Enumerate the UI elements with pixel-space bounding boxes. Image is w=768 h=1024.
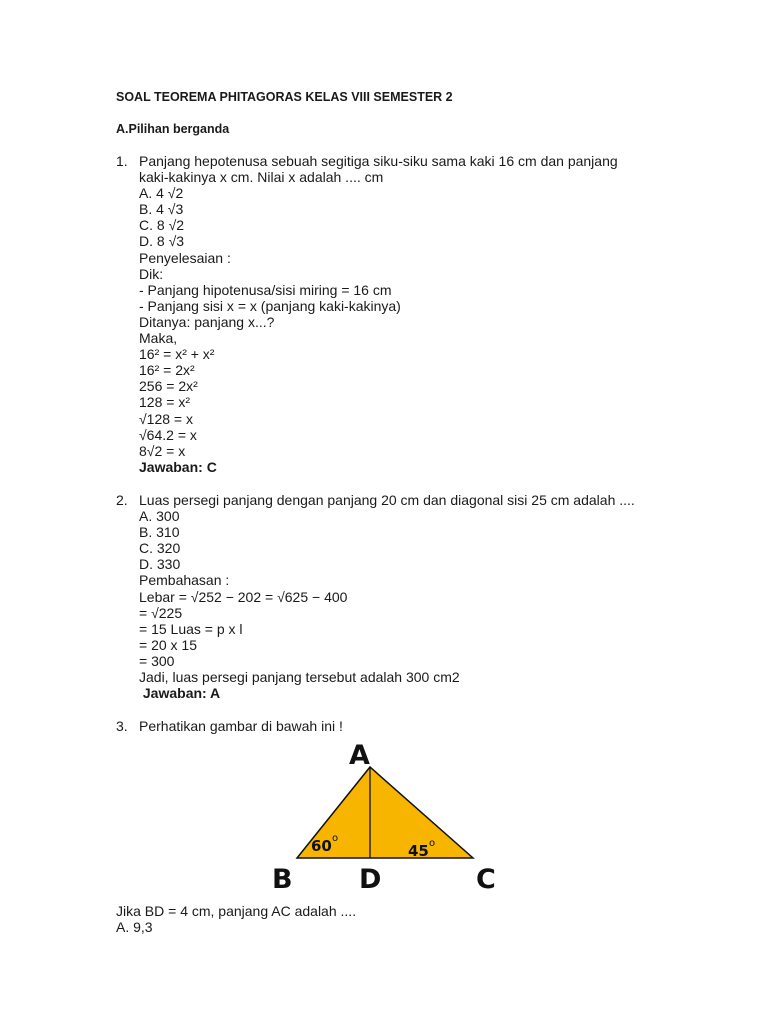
option-b: B. 4 √3 xyxy=(139,201,184,218)
option-d: D. 8 √3 xyxy=(139,233,185,250)
question-text-line: Luas persegi panjang dengan panjang 20 cm dan diagonal sisi 25 cm adalah .... xyxy=(139,492,635,508)
angle-b-label: 60 xyxy=(311,837,332,855)
question-text-line: Perhatikan gambar di bawah ini ! xyxy=(139,718,343,734)
question-number: 1. xyxy=(116,153,128,169)
solution-line: - Panjang hipotenusa/sisi miring = 16 cm xyxy=(139,281,392,298)
question-2 xyxy=(139,492,699,701)
solution-line: 16² = 2x² xyxy=(139,362,195,379)
question-3-continued xyxy=(116,903,356,935)
solution-line: √128 = x xyxy=(139,410,193,427)
solution-line: Lebar = √252 − 202 = √625 − 400 xyxy=(139,588,348,605)
solution-line: = 300 xyxy=(139,652,175,669)
triangle-figure xyxy=(268,740,508,892)
solution-line: Maka, xyxy=(139,330,178,347)
vertex-d-label: D xyxy=(359,864,382,892)
solution-line: Dik: xyxy=(139,265,164,282)
question-1 xyxy=(139,153,699,475)
option-b: B. 310 xyxy=(139,524,180,541)
vertex-b-label: B xyxy=(272,864,293,892)
option-a: A. 9,3 xyxy=(116,919,153,936)
solution-line: = √225 xyxy=(139,604,183,621)
option-c: C. 8 √2 xyxy=(139,217,185,234)
solution-line: Ditanya: panjang x...? xyxy=(139,313,275,330)
solution-line: 128 = x² xyxy=(139,394,190,411)
option-a: A. 4 √2 xyxy=(139,185,184,202)
answer-line: Jawaban: A xyxy=(139,685,221,702)
solution-line: Jadi, luas persegi panjang tersebut adalah 300 cm2 xyxy=(139,669,460,686)
solution-line: - Panjang sisi x = x (panjang kaki-kakinya) xyxy=(139,297,401,314)
question-number: 2. xyxy=(116,492,128,508)
question-3 xyxy=(139,718,699,734)
document-title: SOAL TEOREMA PHITAGORAS KELAS VIII SEMESTER 2 xyxy=(116,90,453,104)
option-c: C. 320 xyxy=(139,540,181,557)
vertex-a-label: A xyxy=(349,740,370,771)
solution-line: 8√2 = x xyxy=(139,442,186,459)
solution-line: √64.2 = x xyxy=(139,426,197,443)
question-text-line: Jika BD = 4 cm, panjang AC adalah .... xyxy=(116,903,357,919)
question-text-line: kaki-kakinya x cm. Nilai x adalah .... cm xyxy=(139,169,384,186)
solution-line: 256 = 2x² xyxy=(139,378,198,395)
option-d: D. 330 xyxy=(139,556,181,573)
solution-line: = 15 Luas = p x l xyxy=(139,620,243,637)
angle-c-degree: o xyxy=(429,838,436,849)
option-a: A. 300 xyxy=(139,508,180,525)
question-text-line: Panjang hepotenusa sebuah segitiga siku-siku sama kaki 16 cm dan panjang xyxy=(139,153,618,169)
solution-line: = 20 x 15 xyxy=(139,636,197,653)
solution-line: 16² = x² + x² xyxy=(139,346,215,363)
solution-line: Pembahasan : xyxy=(139,572,230,589)
solution-line: Penyelesaian : xyxy=(139,249,231,266)
vertex-c-label: C xyxy=(476,864,496,892)
question-number: 3. xyxy=(116,718,128,734)
answer-line: Jawaban: C xyxy=(139,458,217,475)
angle-c-label: 45 xyxy=(408,842,429,860)
angle-b-degree: o xyxy=(332,833,339,844)
section-heading: A.Pilihan berganda xyxy=(116,122,230,136)
